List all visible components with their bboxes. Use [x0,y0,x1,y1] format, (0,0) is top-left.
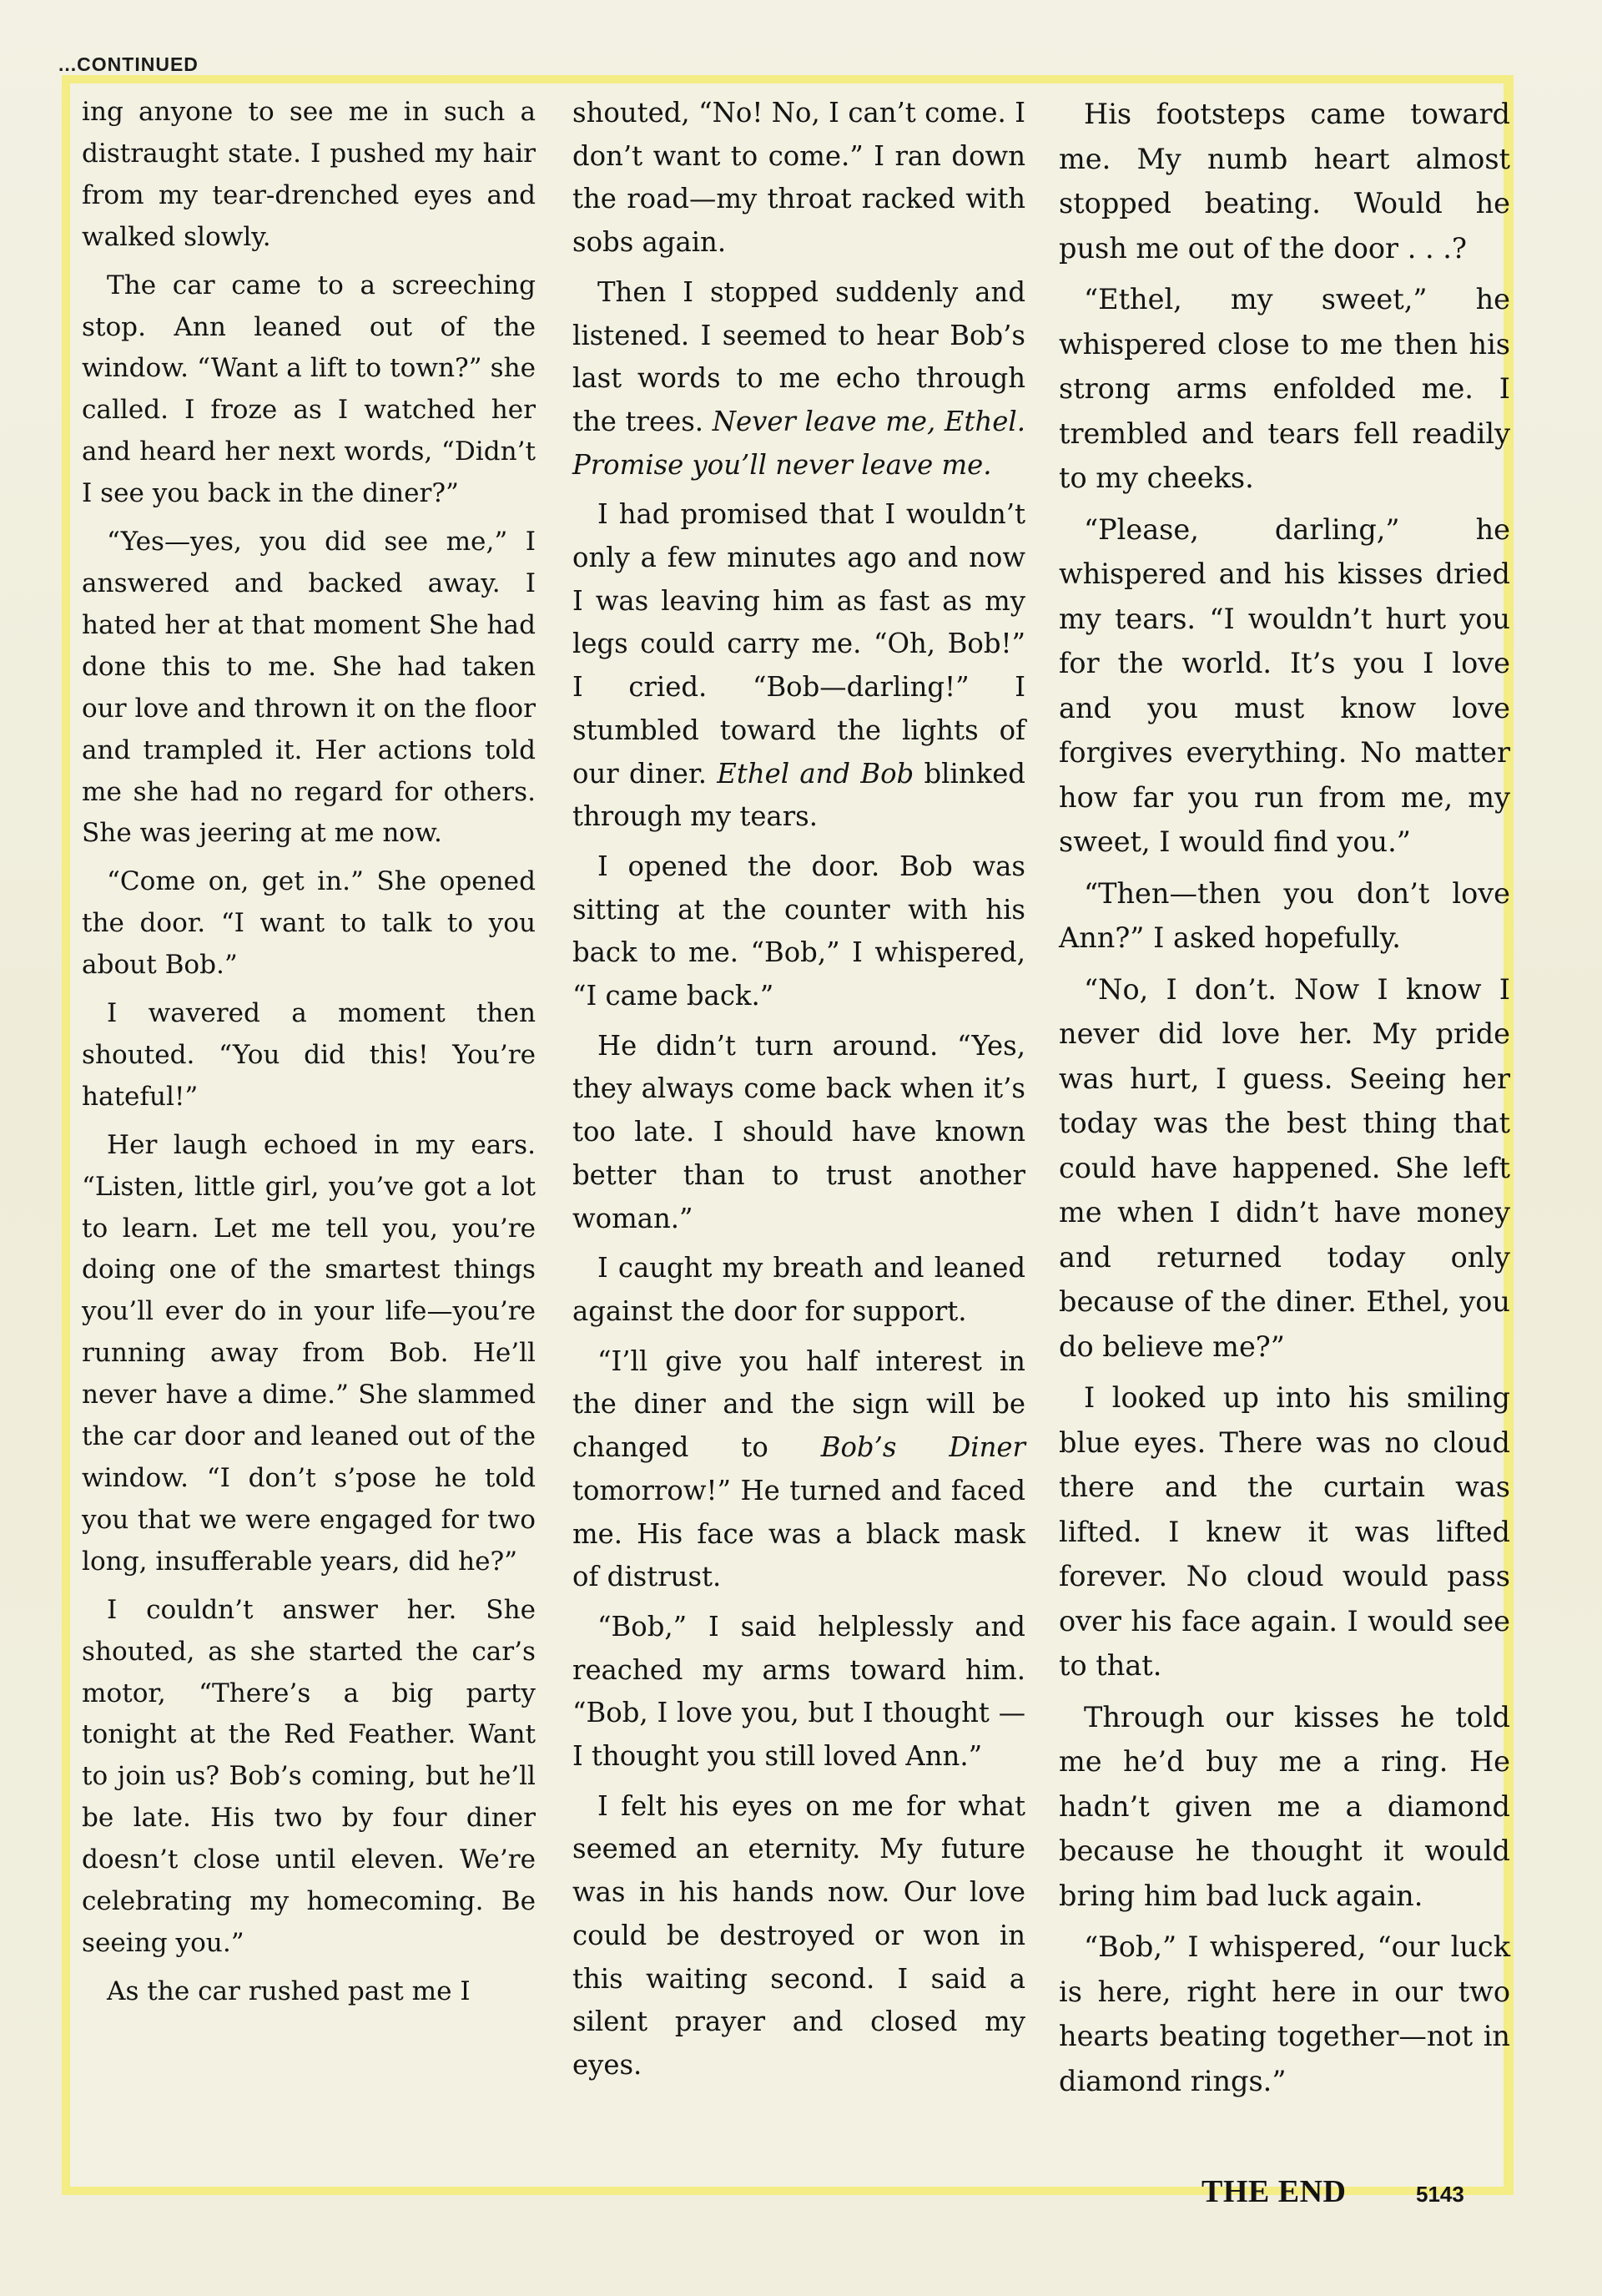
the-end-label: THE END [1202,2174,1347,2209]
paragraph-text: Her laugh echoed in my ears. “Listen, little girl, you’ve got a lot to learn. Let me tell you, you’re doing one of the smartest things you’ll ever do in your life—you’re running away from Bob. He’ll never have a dime.” She slammed the car door and leaned out of the window. “I don’t s’pose he told you that we were engaged for two long, insufferable years, did he?” [82,1129,536,1577]
page-code: 5143 [1416,2182,1464,2207]
story-paragraph [572,92,1025,265]
story-column-3 [1059,92,1510,2110]
paragraph-text: “Then—then you don’t love Ann?” I asked hopefully. [1059,876,1510,954]
story-paragraph [572,1247,1025,1333]
paragraph-text: “Yes—yes, you did see me,” I answered and backed away. I hated her at that moment She had done this to me. She had taken our love and thrown it on the floor and trampled it. Her actions told me she had no regard for others. She was jeering at me now. [82,527,536,849]
story-paragraph [572,1606,1025,1779]
story-paragraph [1059,967,1510,1370]
story-paragraph [82,1590,536,1965]
story-paragraph [572,493,1025,839]
paragraph-text: He didn’t turn around. “Yes, they always come back when it’s too late. I should have known better than to trust another woman.” [572,1029,1025,1234]
story-paragraph [1059,1375,1510,1688]
story-column-2 [572,92,1025,2094]
paragraph-text: tomorrow!” He turned and faced me. His face was a black mask of distrust. [572,1474,1025,1593]
story-paragraph [572,271,1025,487]
paragraph-text: As the car rushed past me I [107,1976,471,2006]
story-paragraph [82,993,536,1118]
italic-text: Ethel and Bob [717,757,914,790]
paragraph-text: “No, I don’t. Now I know I never did love her. My pride was hurt, I guess. Seeing her today was the best thing that could have happened. She left me when I didn’t have money and returned today only because of the diner. Ethel, you do believe me?” [1059,972,1510,1363]
story-paragraph [572,1340,1025,1599]
italic-text: Never leave me, Ethel. Promise you’ll never leave me. [572,405,1025,481]
paragraph-text: I caught my breath and leaned against the door for support. [572,1252,1025,1327]
story-paragraph [1059,507,1510,865]
paragraph-text: I couldn’t answer her. She shouted, as she started the car’s motor, “There’s a big party tonight at the Red Feather. Want to join us? Bob’s coming, but he’ll be late. His two by four diner doesn’t close until eleven. We’re celebrating my homecoming. Be seeing you.” [82,1594,536,1958]
story-column-1 [82,92,536,2020]
paragraph-text: I wavered a moment then shouted. “You did this! You’re hateful!” [82,998,536,1112]
story-paragraph [1059,92,1510,270]
story-paragraph [82,861,536,987]
story-paragraph [1059,277,1510,501]
paragraph-text: ing anyone to see me in such a distraught state. I pushed my hair from my tear-drenched eyes and walked slowly. [82,97,536,252]
paragraph-text: shouted, “No! No, I can’t come. I don’t want to come.” I ran down the road—my throat racked with sobs again. [572,97,1025,259]
story-paragraph [82,522,536,855]
paragraph-text: “Ethel, my sweet,” he whispered close to me then his strong arms enfolded me. I trembled and tears fell readily to my cheeks. [1059,283,1510,494]
story-paragraph [572,845,1025,1018]
story-paragraph [82,265,536,515]
story-paragraph [82,92,536,259]
paragraph-text: Through our kisses he told me he’d buy me a ring. He hadn’t given me a diamond because he thought it would bring him bad luck again. [1059,1700,1510,1912]
paragraph-text: “I’ll give you half interest in the diner and the sign will be changed to [572,1345,1025,1464]
paragraph-text: I looked up into his smiling blue eyes. There was no cloud there and the curtain was lifted. I knew it was lifted forever. No cloud would pass over his face again. I would see to that. [1059,1381,1510,1682]
story-paragraph [82,1125,536,1583]
paragraph-text: Then I stopped suddenly and listened. I seemed to hear Bob’s last words to me echo through the trees. [572,275,1025,437]
story-paragraph [1059,1925,1510,2103]
italic-text: Bob’s Diner [820,1431,1025,1464]
story-paragraph [572,1785,1025,2087]
paragraph-text: “Come on, get in.” She opened the door. “I want to talk to you about Bob.” [82,866,536,981]
paragraph-text: “Bob,” I whispered, “our luck is here, right here in our two hearts beating together—not in diamond rings.” [1059,1930,1510,2097]
paragraph-text: I opened the door. Bob was sitting at the counter with his back to me. “Bob,” I whispered, “I came back.” [572,850,1025,1012]
paragraph-text: blinked through my tears. [572,757,1025,833]
paragraph-text: “Please, darling,” he whispered and his kisses dried my tears. “I wouldn’t hurt you for the world. It’s you I love and you must know love forgives everything. No matter how far you run from me, my sweet, I would find you.” [1059,512,1510,858]
story-paragraph [1059,1695,1510,1919]
paragraph-text: I had promised that I wouldn’t only a few minutes ago and now I was leaving him as fast as my legs could carry me. “Oh, Bob!” I cried. “Bob—darling!” I stumbled toward the lights of our diner. [572,498,1025,790]
paragraph-text: His footsteps came toward me. My numb heart almost stopped beating. Would he push me out of the door . . .? [1059,98,1510,265]
paragraph-text: The car came to a screeching stop. Ann leaned out of the window. “Want a lift to town?” she called. I froze as I watched her and heard her next words, “Didn’t I see you back in the diner?” [82,270,536,509]
paragraph-text: I felt his eyes on me for what seemed an eternity. My future was in his hands now. Our love could be destroyed or won in this waiting second. I said a silent prayer and closed my eyes. [572,1789,1025,2081]
continued-label: ...CONTINUED [58,53,199,75]
paragraph-text: “Bob,” I said helplessly and reached my arms toward him. “Bob, I love you, but I thought — I thought you still loved Ann.” [572,1610,1025,1773]
story-paragraph [1059,871,1510,961]
story-paragraph [572,1025,1025,1241]
story-paragraph [82,1971,536,2013]
